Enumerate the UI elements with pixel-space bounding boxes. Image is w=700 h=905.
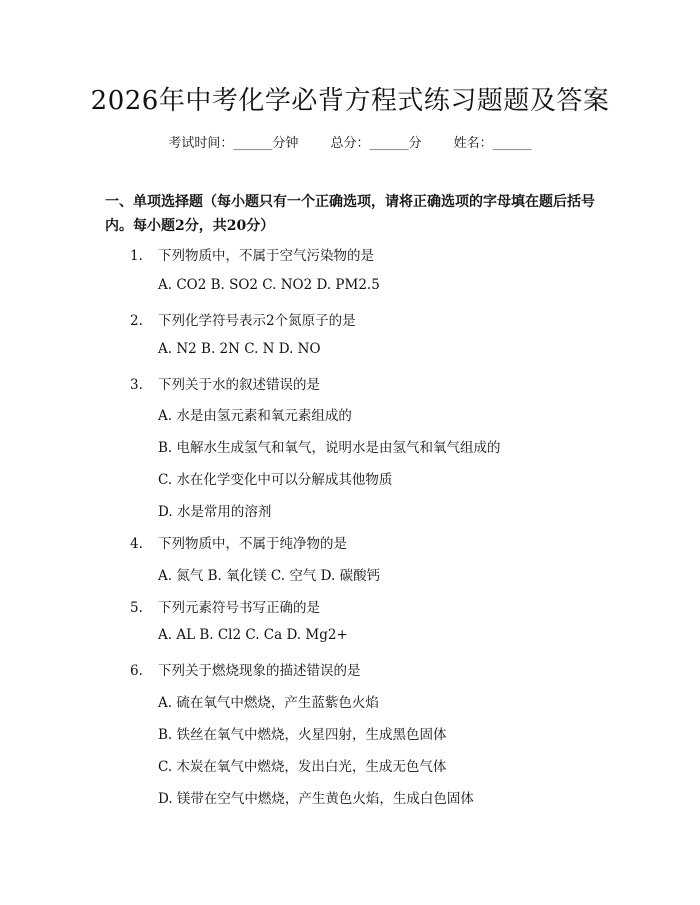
question-4 [130,532,347,552]
question-text: 下列元素符号书写正确的是 [158,600,320,616]
student-name-field: 姓名：______ [453,136,532,151]
question-1-options: A. CO2 B. SO2 C. NO2 D. PM2.5 [158,277,380,293]
question-text: 下列物质中，不属于纯净物的是 [158,536,347,552]
question-3 [130,373,320,393]
question-number: 4. [130,536,143,552]
question-number: 6. [130,663,143,679]
question-2 [130,309,356,329]
question-3-option-b: B. 电解水生成氢气和氧气，说明水是由氢气和氧气组成的 [158,440,501,456]
question-5-options: A. AL B. Cl2 C. Ca D. Mg2+ [158,627,348,643]
question-2-options: A. N2 B. 2N C. N D. NO [158,341,321,357]
question-6-option-c: C. 木炭在氧气中燃烧，发出白光，生成无色气体 [158,759,447,775]
question-3-option-a: A. 水是由氢元素和氧元素组成的 [158,408,352,424]
question-5 [130,596,320,616]
question-6-option-a: A. 硫在氧气中燃烧，产生蓝紫色火焰 [158,695,379,711]
question-number: 3. [130,377,143,393]
question-text: 下列物质中，不属于空气污染物的是 [158,248,374,264]
exam-time-field: 考试时间：______分钟 [168,136,299,151]
section-heading: 一、单项选择题（每小题只有一个正确选项，请将正确选项的字母填在题后括号内。每小题2分，共20分） [105,194,595,234]
question-3-option-c: C. 水在化学变化中可以分解成其他物质 [158,472,393,488]
question-6 [130,659,361,679]
question-text: 下列关于燃烧现象的描述错误的是 [158,663,361,679]
question-text: 下列化学符号表示2个氮原子的是 [158,313,356,329]
question-6-option-b: B. 铁丝在氧气中燃烧，火星四射，生成黑色固体 [158,727,447,743]
question-number: 1. [130,248,143,264]
exam-info [0,132,700,151]
question-4-options: A. 氮气 B. 氧化镁 C. 空气 D. 碳酸钙 [158,568,381,584]
question-3-option-d: D. 水是常用的溶剂 [158,504,272,520]
total-score-field: 总分：______分 [330,136,422,151]
question-number: 2. [130,313,143,329]
question-1 [130,244,374,264]
page-title: 2026年中考化学必背方程式练习题题及答案 [90,86,610,116]
question-6-option-d: D. 镁带在空气中燃烧，产生黄色火焰，生成白色固体 [158,791,474,807]
question-text: 下列关于水的叙述错误的是 [158,377,320,393]
question-number: 5. [130,600,143,616]
